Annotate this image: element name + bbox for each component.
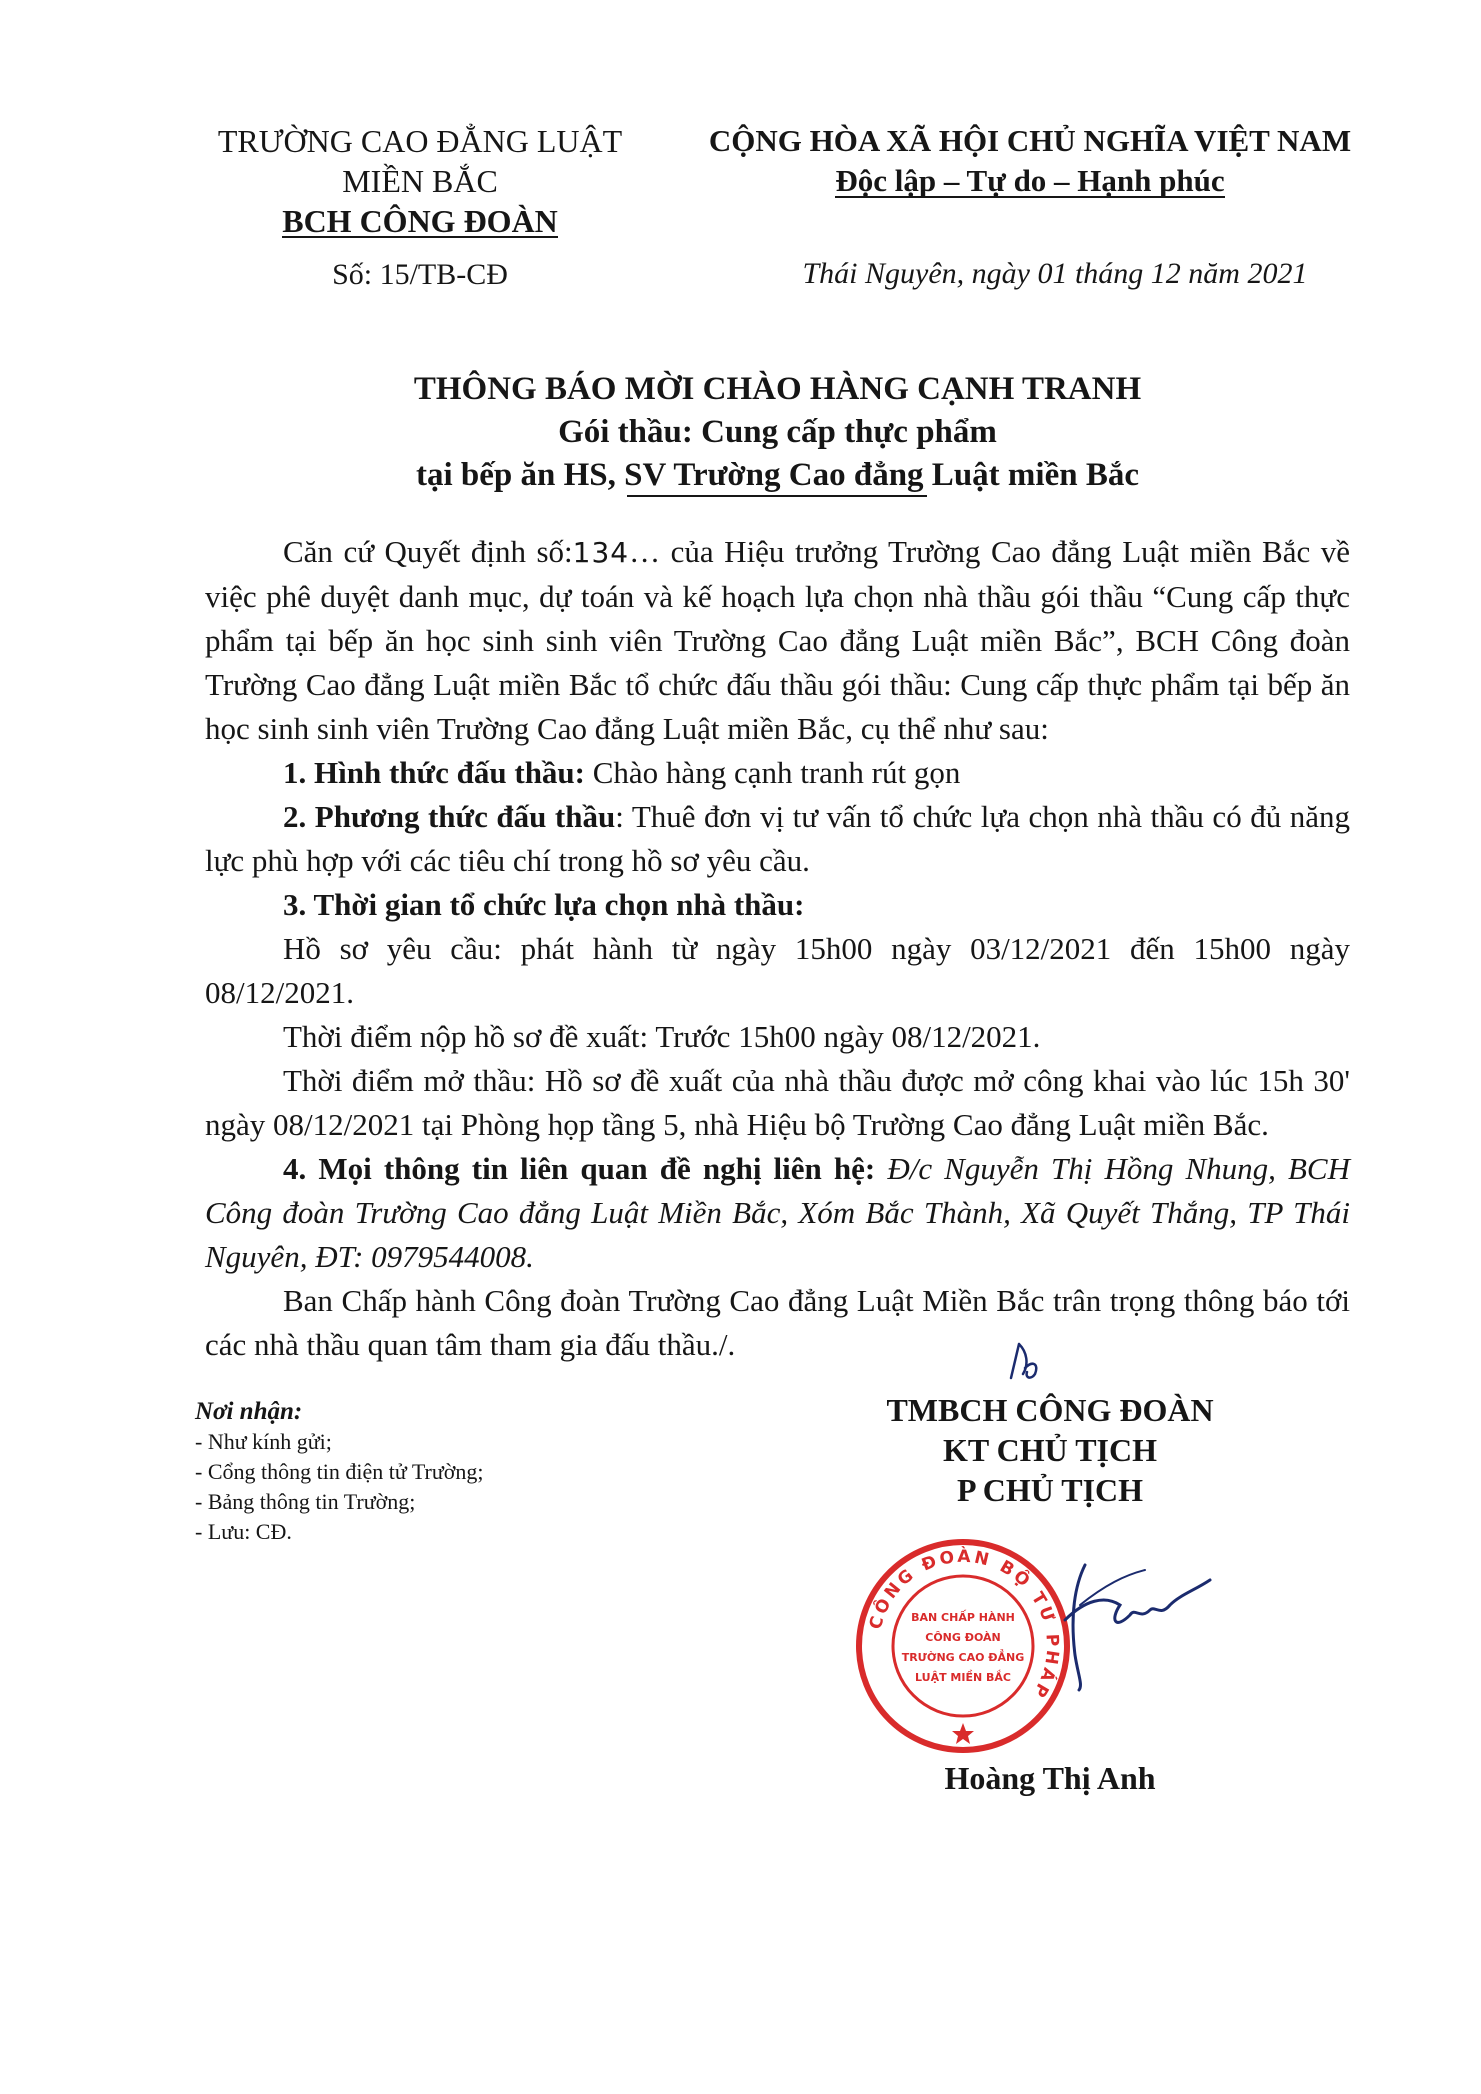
sign-line2: KT CHỦ TỊCH	[943, 1432, 1157, 1468]
doc-number: Số: 15/TB-CĐ	[332, 258, 508, 291]
recipient-item: - Như kính gửi;	[195, 1429, 332, 1454]
seal-inner-line: BAN CHẤP HÀNH	[911, 1611, 1015, 1624]
item-1: 1. Hình thức đấu thầu: Chào hàng cạnh tranh rút gọn	[283, 755, 961, 790]
sign-line1: TMBCH CÔNG ĐOÀN	[886, 1392, 1214, 1428]
org-line2: MIỀN BẮC	[342, 163, 498, 199]
item-3-line1: Hồ sơ yêu cầu: phát hành từ ngày 15h00 ngày 03/12/2021 đến 15h00 ngày 08/12/2021.	[205, 931, 1350, 1010]
item-2: 2. Phương thức đấu thầu: Thuê đơn vị tư vấn tổ chức lựa chọn nhà thầu có đủ năng lực phù hợp với các tiêu chí trong hồ sơ yêu cầu.	[205, 799, 1350, 878]
title-line3: tại bếp ăn HS, SV Trường Cao đẳng Luật miền Bắc	[416, 457, 1139, 493]
recipient-item: - Bảng thông tin Trường;	[195, 1489, 416, 1514]
recipient-item: - Lưu: CĐ.	[195, 1519, 292, 1544]
item-3-line2: Thời điểm nộp hồ sơ đề xuất: Trước 15h00 ngày 08/12/2021.	[283, 1019, 1041, 1054]
org-line3: BCH CÔNG ĐOÀN	[282, 203, 558, 239]
official-seal	[852, 1535, 1074, 1757]
seal-outer-text: CÔNG ĐOÀN BỘ TƯ PHÁP	[865, 1546, 1063, 1703]
intro-paragraph: Căn cứ Quyết định số:134… của Hiệu trưởng Trường Cao đẳng Luật miền Bắc về việc phê duyệt danh mục, dự toán và kế hoạch lựa chọn nhà thầu gói thầu “Cung cấp thực phẩm tại bếp ăn học sinh sinh viên Trường Cao đẳng Luật miền Bắc”, BCH Công đoàn Trường Cao đẳng Luật miền Bắc tổ chức đấu thầu gói thầu: Cung cấp thực phẩm tại bếp ăn học sinh sinh viên Trường Cao đẳng Luật miền Bắc, cụ thể như sau:	[205, 534, 1351, 746]
recipients	[195, 1397, 715, 1547]
issuing-org	[190, 121, 650, 295]
org-line1: TRƯỜNG CAO ĐẲNG LUẬT	[217, 123, 623, 159]
nation-name: CỘNG HÒA XÃ HỘI CHỦ NGHĨA VIỆT NAM	[708, 123, 1352, 158]
document-body	[205, 530, 1350, 1367]
national-title	[670, 121, 1390, 201]
recipients-heading: Nơi nhận:	[195, 1398, 303, 1425]
handwritten-number: 134	[572, 536, 630, 569]
place-date: Thái Nguyên, ngày 01 tháng 12 năm 2021	[802, 257, 1308, 290]
title-underline	[627, 495, 927, 497]
item-3-heading: 3. Thời gian tổ chức lựa chọn nhà thầu:	[283, 887, 805, 922]
title-line1: THÔNG BÁO MỜI CHÀO HÀNG CẠNH TRANH	[413, 371, 1142, 407]
sign-line3: P CHỦ TỊCH	[956, 1472, 1144, 1508]
seal-star	[952, 1723, 974, 1744]
item-4: 4. Mọi thông tin liên quan đề nghị liên hệ: Đ/c Nguyễn Thị Hồng Nhung, BCH Công đoàn Trường Cao đẳng Luật Miền Bắc, Xóm Bắc Thành, Xã Quyết Thắng, TP Thái Nguyên, ĐT: 0979544008.	[205, 1151, 1350, 1274]
item-3-line3: Thời điểm mở thầu: Hồ sơ đề xuất của nhà thầu được mở công khai vào lúc 15h 30' ngày 08/12/2021 tại Phòng họp tầng 5, nhà Hiệu bộ Trường Cao đẳng Luật miền Bắc.	[205, 1063, 1350, 1142]
seal-inner-line: LUẬT MIỀN BẮC	[915, 1671, 1011, 1684]
motto: Độc lập – Tự do – Hạnh phúc	[835, 163, 1225, 198]
document-title	[205, 368, 1350, 497]
seal-inner-line: TRƯỜNG CAO ĐẲNG	[901, 1651, 1025, 1664]
title-line2: Gói thầu: Cung cấp thực phẩm	[558, 414, 997, 450]
signature-block	[840, 1390, 1260, 1510]
seal-inner-line: CÔNG ĐOÀN	[925, 1631, 1001, 1644]
recipient-item: - Cổng thông tin điện tử Trường;	[195, 1459, 484, 1484]
signer-name: Hoàng Thị Anh	[944, 1760, 1156, 1796]
handwritten-signature	[1045, 1545, 1215, 1695]
closing-paragraph: Ban Chấp hành Công đoàn Trường Cao đẳng Luật Miền Bắc trân trọng thông báo tới các nhà thầu quan tâm tham gia đấu thầu./.	[205, 1283, 1350, 1362]
initial-mark	[1005, 1338, 1045, 1384]
